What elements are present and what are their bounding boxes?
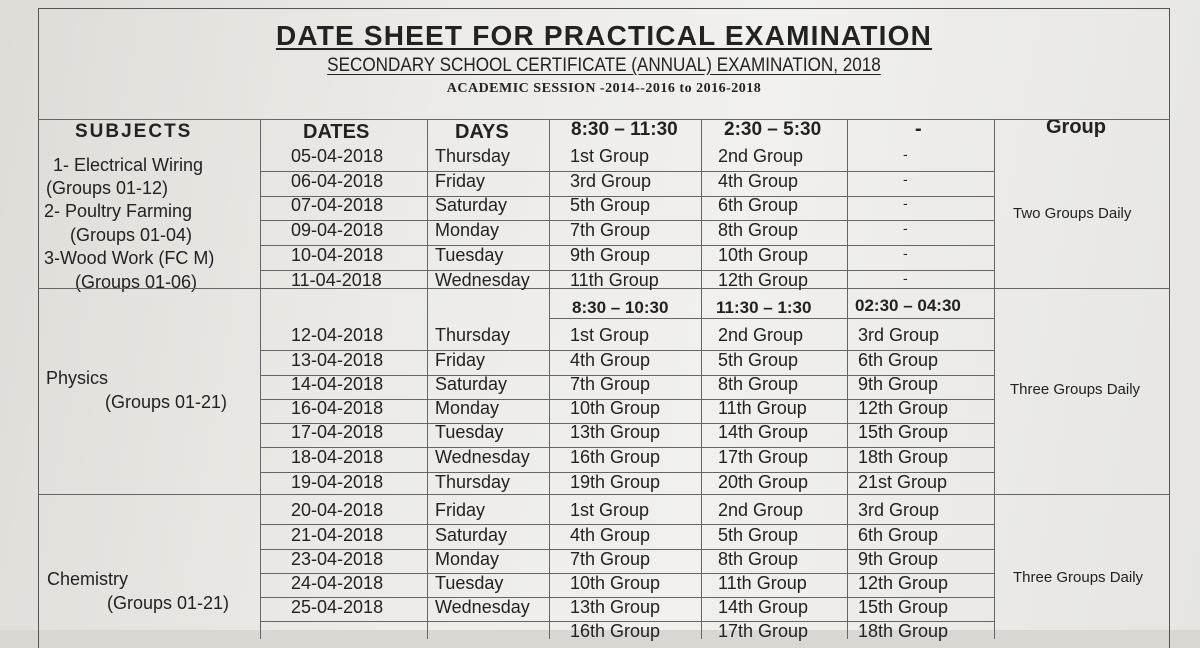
row-date: 20-04-2018 [291, 500, 384, 520]
row-day: Monday [435, 398, 500, 418]
row-slot-2: 17th Group [718, 621, 809, 641]
academic-session: ACADEMIC SESSION -2014--2016 to 2016-2018 [446, 81, 762, 96]
document-title: DATE SHEET FOR PRACTICAL EXAMINATION [275, 20, 933, 51]
header-subjects: SUBJECTS [75, 121, 193, 142]
row-slot-2: 14th Group [718, 597, 809, 617]
row-day: Tuesday [435, 573, 504, 593]
slot-header-physics-3: 02:30 – 04:30 [855, 296, 961, 315]
row-slot-1: 5th Group [570, 195, 651, 215]
row-date: 10-04-2018 [291, 245, 384, 265]
row-day: Monday [435, 549, 500, 569]
row-slot-1: 19th Group [570, 472, 661, 492]
header-slot-3: - [915, 118, 922, 140]
row-date: 07-04-2018 [291, 195, 384, 215]
row-slot-1: 9th Group [570, 245, 651, 265]
row-slot-3: 9th Group [858, 374, 939, 394]
row-slot-2: 20th Group [718, 472, 809, 492]
row-slot-3: 12th Group [858, 398, 949, 418]
row-slot-2: 8th Group [718, 549, 799, 569]
rule-col-subjects [260, 119, 261, 639]
row-slot-1: 1st Group [570, 500, 650, 520]
row-date: 21-04-2018 [291, 525, 384, 545]
slot-header-physics-1: 8:30 – 10:30 [572, 298, 669, 317]
rule-col-slot3 [994, 119, 995, 639]
row-slot-1: 3rd Group [570, 171, 652, 191]
row-day: Thursday [435, 325, 511, 345]
row-slot-1: 10th Group [570, 573, 661, 593]
row-slot-3: 21st Group [858, 472, 948, 492]
row-day: Wednesday [435, 597, 530, 617]
row-slot-1: 13th Group [570, 597, 661, 617]
rule-col-slot2 [847, 119, 848, 639]
document-header [38, 8, 1170, 119]
row-slot-1: 4th Group [570, 525, 651, 545]
header-days: DAYS [455, 121, 509, 143]
row-slot-3: 6th Group [858, 350, 939, 370]
row-slot-2: 2nd Group [718, 500, 804, 520]
group-note-2: Three Groups Daily [1010, 381, 1141, 398]
row-slot-1: 16th Group [570, 621, 661, 641]
row-slot-3: 3rd Group [858, 500, 940, 520]
row-day: Saturday [435, 525, 508, 545]
rule-col-days [549, 119, 550, 639]
header-dates: DATES [303, 121, 370, 143]
row-slot-3: 15th Group [858, 597, 949, 617]
row-slot-2: 2nd Group [718, 146, 804, 166]
subject-chemistry: Chemistry [47, 569, 129, 589]
row-slot-3: 3rd Group [858, 325, 940, 345]
subject-physics-groups: (Groups 01-21) [105, 392, 228, 412]
row-date: 18-04-2018 [291, 447, 384, 467]
subject-electrical-wiring-groups: (Groups 01-12) [46, 178, 169, 198]
row-slot-3: - [903, 195, 908, 211]
row-date: 23-04-2018 [291, 549, 384, 569]
row-day: Wednesday [435, 270, 530, 290]
row-slot-1: 11th Group [570, 270, 659, 290]
row-slot-2: 14th Group [718, 422, 809, 442]
rule-physics-slot-header [549, 318, 994, 319]
row-slot-1: 7th Group [570, 220, 651, 240]
subject-wood-work: 3-Wood Work (FC M) [44, 248, 215, 268]
group-note-3: Three Groups Daily [1013, 569, 1144, 586]
row-slot-3: 18th Group [858, 447, 949, 467]
subject-wood-work-groups: (Groups 01-06) [75, 272, 198, 292]
row-date: 06-04-2018 [291, 171, 384, 191]
row-day: Wednesday [435, 447, 530, 467]
row-slot-1: 10th Group [570, 398, 661, 418]
row-slot-1: 16th Group [570, 447, 661, 467]
row-slot-2: 5th Group [718, 525, 799, 545]
row-slot-1: 13th Group [570, 422, 661, 442]
row-slot-2: 2nd Group [718, 325, 804, 345]
row-day: Monday [435, 220, 500, 240]
row-day: Tuesday [435, 422, 504, 442]
rule-top [38, 119, 1170, 120]
row-date: 09-04-2018 [291, 220, 384, 240]
row-slot-2: 10th Group [718, 245, 809, 265]
row-slot-2: 4th Group [718, 171, 799, 191]
row-slot-2: 17th Group [718, 447, 809, 467]
row-slot-2: 11th Group [718, 573, 807, 593]
rule-col-slot1 [701, 119, 702, 639]
row-day: Friday [435, 500, 486, 520]
row-day: Friday [435, 350, 486, 370]
row-slot-3: - [903, 270, 908, 286]
row-slot-2: 12th Group [718, 270, 809, 290]
row-slot-3: - [903, 171, 908, 187]
row-date: 19-04-2018 [291, 472, 384, 492]
row-slot-3: - [903, 220, 908, 236]
subject-chemistry-groups: (Groups 01-21) [107, 593, 230, 613]
subject-poultry-farming-groups: (Groups 01-04) [70, 225, 193, 245]
row-date: 24-04-2018 [291, 573, 384, 593]
row-slot-3: - [903, 245, 908, 261]
row-date: 17-04-2018 [291, 422, 384, 442]
row-date: 13-04-2018 [291, 350, 384, 370]
document-subtitle: SECONDARY SCHOOL CERTIFICATE (ANNUAL) EXAMINATION, 2018 [327, 55, 881, 76]
row-slot-3: 18th Group [858, 621, 949, 641]
row-slot-3: 12th Group [858, 573, 949, 593]
row-date: 14-04-2018 [291, 374, 384, 394]
row-slot-3: 15th Group [858, 422, 949, 442]
row-slot-1: 4th Group [570, 350, 651, 370]
row-day: Saturday [435, 195, 508, 215]
row-slot-2: 6th Group [718, 195, 799, 215]
row-day: Thursday [435, 472, 511, 492]
subject-electrical-wiring: 1- Electrical Wiring [53, 155, 204, 175]
row-slot-2: 8th Group [718, 374, 799, 394]
row-date: 05-04-2018 [291, 146, 384, 166]
subject-physics: Physics [46, 368, 109, 388]
rule-section-2 [38, 494, 1170, 495]
row-date: 12-04-2018 [291, 325, 384, 345]
row-slot-1: 1st Group [570, 325, 650, 345]
subject-poultry-farming: 2- Poultry Farming [44, 201, 193, 221]
row-date: 16-04-2018 [291, 398, 384, 418]
row-day: Saturday [435, 374, 508, 394]
row-slot-2: 5th Group [718, 350, 799, 370]
row-date: 11-04-2018 [291, 270, 382, 290]
group-note-1: Two Groups Daily [1013, 205, 1132, 222]
row-slot-3: 6th Group [858, 525, 939, 545]
row-slot-2: 8th Group [718, 220, 799, 240]
row-slot-3: - [903, 146, 908, 162]
row-slot-3: 9th Group [858, 549, 939, 569]
header-group: Group [1046, 116, 1106, 138]
rule-col-dates [427, 119, 428, 639]
header-slot-1: 8:30 – 11:30 [571, 119, 678, 140]
row-day: Thursday [435, 146, 511, 166]
slot-header-physics-2: 11:30 – 1:30 [716, 298, 812, 317]
row-slot-1: 1st Group [570, 146, 650, 166]
row-date: 25-04-2018 [291, 597, 384, 617]
row-slot-1: 7th Group [570, 374, 651, 394]
row-slot-1: 7th Group [570, 549, 651, 569]
row-day: Friday [435, 171, 486, 191]
row-day: Tuesday [435, 245, 504, 265]
row-slot-2: 11th Group [718, 398, 807, 418]
header-slot-2: 2:30 – 5:30 [724, 119, 822, 140]
